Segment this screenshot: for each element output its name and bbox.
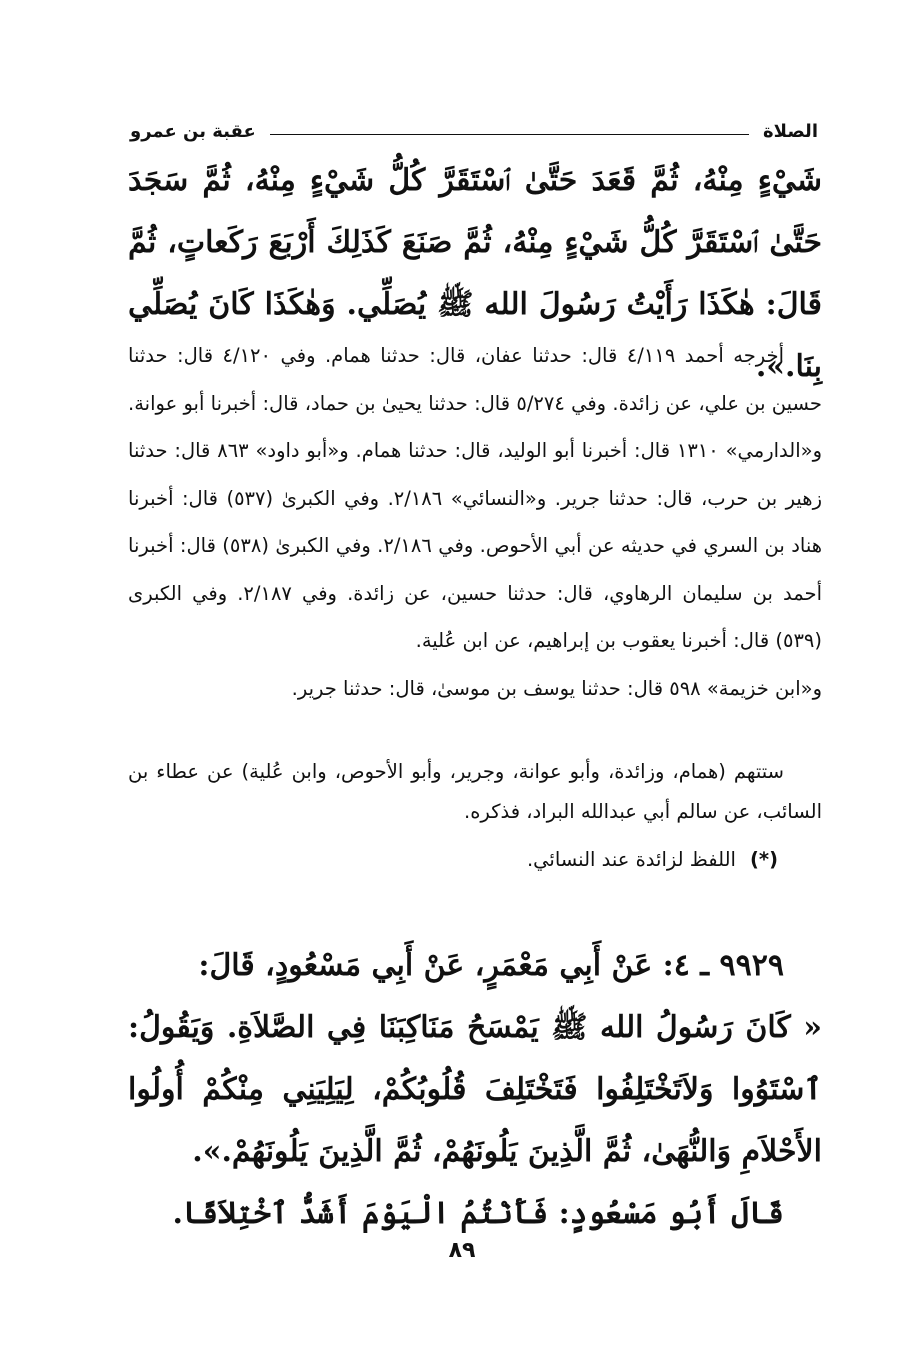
hadith-heading: ٩٩٢٩ ـ ٤: عَنْ أَبِي مَعْمَرٍ، عَنْ أَبِي مَسْعُودٍ، قَالَ:	[198, 948, 784, 983]
chapter-title: الصلاة	[763, 120, 818, 142]
commentary-section	[128, 752, 822, 832]
footnote-text: اللفظ لزائدة عند النسائي.	[526, 848, 736, 871]
footnote	[128, 842, 778, 878]
hadith-continuation: شَيْءٍ مِنْهُ، ثُمَّ قَعَدَ حَتَّىٰ ٱسْتَقَرَّ كُلُّ شَيْءٍ مِنْهُ، ثُمَّ سَجَدَ حَتَّىٰ ٱسْتَقَرَّ كُلُّ شَيْءٍ مِنْهُ، ثُمَّ صَنَعَ كَذَلِكَ أَرْبَعَ رَكَعاتٍ، ثُمَّ قَالَ: هٰكَذَا رَأَيْتُ رَسُولَ الله ﷺ يُصَلِّي. وَهٰكَذَا كَانَ يُصَلِّي بِنَا.».	[128, 163, 822, 384]
commentary-paragraph: ستتهم (همام، وزائدة، وأبو عوانة، وجرير، وأبو الأحوص، وابن عُلية) عن عطاء بن السائب، عن سالم أبي عبدالله البراد، فذكره.	[128, 760, 822, 823]
narrator-title: عقبة بن عمرو	[130, 120, 256, 142]
header-rule	[270, 134, 749, 135]
takhrij-paragraph-1: أخرجه أحمد ٤/١١٩ قال: حدثنا عفان، قال: حدثنا همام. وفي ٤/١٢٠ قال: حدثنا حسين بن علي، عن زائدة. وفي ٥/٢٧٤ قال: حدثنا يحيىٰ بن حماد، قال: أخبرنا أبو عوانة. و«الدارمي» ١٣١٠ قال: أخبرنا أبو الوليد، قال: حدثنا همام. و«أبو داود» ٨٦٣ قال: حدثنا زهير بن حرب، قال: حدثنا جرير. و«النسائي» ٢/١٨٦. وفي الكبرىٰ (٥٣٧) قال: أخبرنا هناد بن السري في حديثه عن أبي الأحوص. وفي ٢/١٨٦. وفي الكبرىٰ (٥٣٨) قال: أخبرنا أحمد بن سليمان الرهاوي، قال: حدثنا حسين، عن زائدة. وفي ٢/١٨٧. وفي الكبرى (٥٣٩) قال: أخبرنا يعقوب بن إبراهيم، عن ابن عُلية.	[128, 344, 823, 652]
footnote-marker: (*)	[749, 848, 778, 871]
hadith-9929	[128, 935, 822, 1245]
takhrij-section	[128, 332, 822, 712]
page-number: ٨٩	[448, 1238, 476, 1263]
takhrij-paragraph-2: و«ابن خزيمة» ٥٩٨ قال: حدثنا يوسف بن موسىٰ، قال: حدثنا جرير.	[291, 676, 822, 700]
hadith-text: « كَانَ رَسُولُ الله ﷺ يَمْسَحُ مَنَاكِبَنَا فِي الصَّلاَةِ. وَيَقُولُ: ٱسْتَوُوا وَلاَتَخْتَلِفُوا فَتَخْتَلِفَ قُلُوبُكُمْ، لِيَلِيَنِي مِنْكُمْ أُولُوا الأَحْلاَمِ وَالنُّهَىٰ، ثُمَّ الَّذِينَ يَلُونَهُمْ، ثُمَّ الَّذِينَ يَلُونَهُمْ.».	[128, 1010, 822, 1169]
running-head	[130, 116, 818, 146]
hadith-closing: قَالَ أَبُو مَسْعُودٍ: فَأَنْتُمُ الْيَوْمَ أَشَدُّ ٱخْتِلاَفًا.	[172, 1196, 784, 1231]
